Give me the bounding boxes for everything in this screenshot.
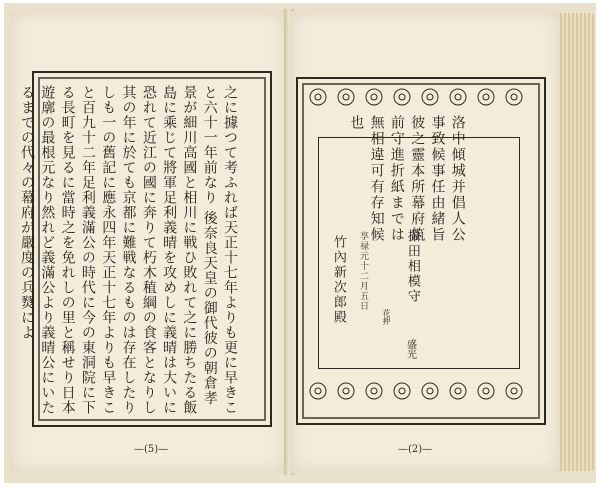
open-book [4,3,596,483]
signature-seal: 花押 [382,309,391,325]
left-page-frame [19,71,272,427]
right-page [290,11,560,473]
left-page [10,11,286,473]
left-page-body-text: 之に據つて考ふれば天正十七年よりも更に早きこと六十一年前なり 後奈良天皇の御代彼の朝倉孝景が細川高國と相川に戦ひ敗れて之に勝ちたる飯島に乘じて將軍足利義晴を攻めしに義晴は大いに恐れて近江の國に奔りて朽木稙綱の食客となりし其の年に於ても京都に難戦なるものは存在したりしも一の舊記に應永四年天正十七年よりも早きこと百九十二年足利義滿公の時代に今の東洞院に下る長町を見るに當時之を免れしの里と稱せり日本遊廓の最根元なり然れど義滿公より義晴公にいたるまでの代々の幕府が嚴度の兵燹によ [19,85,238,415]
decree-date: 享禄元十二月五日 [358,231,369,311]
ornament-border-bottom [298,379,544,403]
decree-text: 洛中傾城并倡人公事致候事任由緒旨彼之靈本所幕府筑前守進折紙までは無相違可有存知候也 [348,115,466,243]
page-edges [560,13,596,471]
decree-signer-title: 攝田相模守 [404,229,420,304]
right-page-number: —(2)— [398,444,433,455]
ornament-border-top [298,85,544,109]
right-page-frame [296,77,546,425]
decree-signer-role: 盛光 [404,339,416,359]
left-page-number: —(5)— [134,444,169,455]
decree-recipient: 竹內新次郎殿 [330,235,346,325]
